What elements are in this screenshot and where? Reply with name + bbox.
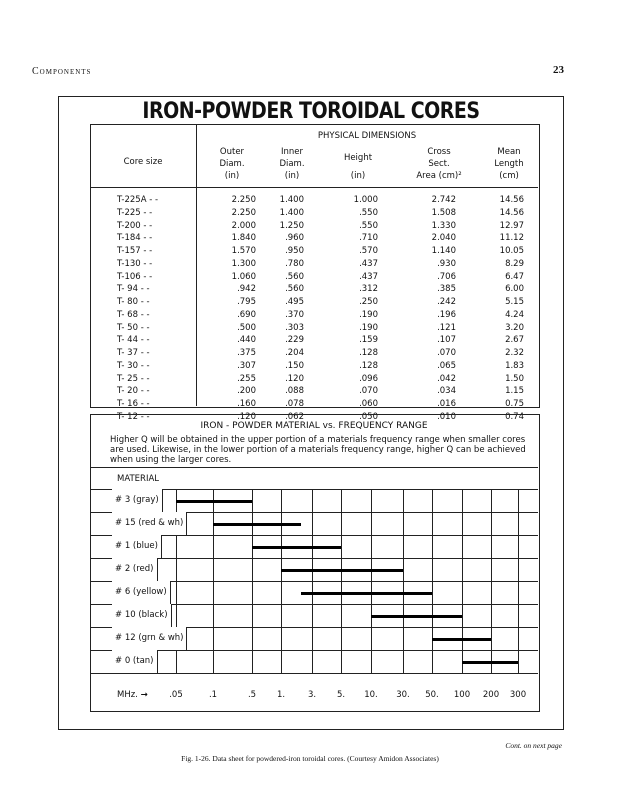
cell-area: .930 (437, 258, 456, 269)
cell-outer: .690 (237, 309, 256, 320)
frequency-range-bar (301, 592, 432, 595)
cross-header-l2: Sect. (428, 159, 450, 169)
cell-height: .437 (359, 271, 378, 282)
cell-length: 0.74 (505, 411, 524, 422)
material-row-label: # 3 (gray) (112, 489, 163, 512)
cell-area: 1.140 (431, 246, 456, 256)
cell-length: 2.67 (505, 335, 524, 346)
page-number: 23 (553, 64, 564, 76)
cell-core: T-106 - - (117, 271, 153, 282)
cell-outer: .942 (237, 284, 256, 295)
material-row-label: # 0 (tan) (112, 650, 158, 673)
cell-core: T-200 - - (117, 220, 153, 231)
grid-vline (341, 489, 342, 673)
mean-header-l1: Mean (497, 147, 521, 157)
cell-core: T- 44 - - (117, 335, 150, 346)
cell-inner: .780 (285, 258, 304, 269)
cell-outer: 1.300 (231, 258, 256, 269)
axis-tick-label: 5. (336, 690, 346, 700)
mean-header-l2: Length (494, 159, 524, 169)
cell-area: .706 (437, 271, 456, 282)
grid-vline (213, 489, 214, 673)
cell-outer: 2.250 (231, 195, 256, 205)
cell-area: 1.330 (431, 220, 456, 231)
axis-arrow-icon: → (140, 690, 148, 700)
cell-height: .128 (359, 348, 378, 358)
inner-header-l2: Diam. (279, 159, 305, 169)
frequency-range-bar (176, 500, 252, 503)
cell-length: 0.75 (505, 399, 524, 409)
cell-length: 5.15 (505, 297, 524, 307)
cell-length: 12.97 (499, 220, 524, 231)
cell-area: .070 (437, 348, 456, 358)
axis-tick-label: 1. (276, 690, 286, 700)
continuation-note: Cont. on next page (505, 741, 562, 750)
cell-height: .710 (359, 233, 378, 244)
cell-length: 1.15 (505, 386, 524, 397)
cell-inner: 1.250 (279, 220, 304, 231)
cell-inner: .560 (285, 271, 304, 282)
cell-core: T-184 - - (117, 233, 153, 244)
cell-inner: .495 (285, 297, 304, 307)
grid-vline (371, 489, 372, 673)
cell-length: 10.05 (499, 246, 524, 256)
outer-header-l3: (in) (224, 171, 240, 181)
cell-area: .034 (437, 386, 456, 397)
cell-core: T- 25 - - (117, 373, 150, 384)
cell-core: T- 80 - - (117, 297, 150, 307)
cell-height: .096 (359, 373, 378, 384)
cell-length: 1.83 (505, 360, 524, 371)
cell-height: .570 (359, 246, 378, 256)
cell-height: .060 (359, 399, 378, 409)
cell-length: 3.20 (505, 322, 524, 333)
cell-height: .550 (359, 207, 378, 218)
cell-outer: .255 (237, 373, 256, 384)
axis-unit: MHz. (117, 690, 138, 700)
cell-inner: .062 (285, 411, 304, 422)
cell-inner: .120 (285, 373, 304, 384)
outer-header-l1: Outer (219, 147, 245, 157)
cell-outer: 1.060 (231, 271, 256, 282)
axis-tick-label: 300 (509, 690, 527, 700)
cell-core: T-225 - - (117, 207, 153, 218)
grid-vline (281, 489, 282, 673)
cell-length: 11.12 (499, 233, 524, 244)
grid-vline (462, 489, 463, 673)
cell-core: T- 30 - - (117, 360, 150, 371)
grid-vline (518, 489, 519, 673)
cell-outer: .500 (237, 322, 256, 333)
cell-area: 2.040 (431, 233, 456, 244)
cell-outer: .375 (237, 348, 256, 358)
cell-inner: .303 (285, 322, 304, 333)
grid-vline (403, 489, 404, 673)
cell-height: .050 (359, 411, 378, 422)
cell-core: T- 50 - - (117, 322, 150, 333)
cell-inner: .370 (285, 309, 304, 320)
cell-length: 1.50 (505, 373, 524, 384)
cell-inner: .088 (285, 386, 304, 397)
cell-outer: 1.570 (231, 246, 256, 256)
material-label: MATERIAL (117, 474, 160, 484)
material-row-label: # 15 (red & wh) (112, 512, 187, 535)
cell-length: 8.29 (505, 258, 524, 269)
axis-tick-label: .05 (169, 690, 183, 700)
cell-area: .121 (437, 322, 456, 333)
cross-header-l3: Area (cm)² (416, 171, 462, 181)
cell-area: .042 (437, 373, 456, 384)
height-header-l1: Height (343, 153, 373, 163)
cell-area: .385 (437, 284, 456, 295)
axis-tick-label: 10. (364, 690, 378, 700)
cell-area: .065 (437, 360, 456, 371)
running-header: Components (32, 66, 92, 77)
mean-header-l3: (cm) (499, 171, 519, 181)
cell-outer: 2.000 (231, 220, 256, 231)
frequency-range-bar (462, 661, 518, 664)
cell-core: T- 12 - - (117, 411, 150, 422)
grid-vline (432, 489, 433, 673)
cell-height: .550 (359, 220, 378, 231)
cross-header-l1: Cross (427, 147, 451, 157)
frequency-range-bar (371, 615, 462, 618)
cell-length: 4.24 (505, 309, 524, 320)
cell-outer: .160 (237, 399, 256, 409)
material-row-label: # 2 (red) (112, 558, 158, 581)
cell-outer: .795 (237, 297, 256, 307)
cell-core: T- 37 - - (117, 348, 150, 358)
cell-inner: .150 (285, 360, 304, 371)
axis-tick-label: 30. (396, 690, 410, 700)
cell-outer: .120 (237, 411, 256, 422)
cell-height: .190 (359, 322, 378, 333)
cell-core: T- 68 - - (117, 309, 150, 320)
frequency-range-bar (432, 638, 491, 641)
cell-outer: .200 (237, 386, 256, 397)
cell-area: .242 (437, 297, 456, 307)
inner-header-l1: Inner (280, 147, 303, 157)
cell-inner: .229 (285, 335, 304, 346)
cell-height: .070 (359, 386, 378, 397)
cell-length: 14.56 (499, 207, 524, 218)
cell-height: .312 (359, 284, 378, 295)
cell-height: 1.000 (353, 195, 378, 205)
cell-length: 2.32 (505, 348, 524, 358)
frequency-title: IRON - POWDER MATERIAL vs. FREQUENCY RANGE (200, 421, 428, 431)
cell-outer: .307 (237, 360, 256, 371)
grid-vline (491, 489, 492, 673)
cell-inner: .204 (285, 348, 304, 358)
axis-label (117, 690, 148, 700)
cell-core: T- 20 - - (117, 386, 150, 397)
material-row-label: # 1 (blue) (112, 535, 162, 558)
figure-caption: Fig. 1-26. Data sheet for powdered-iron toroidal cores. (Courtesy Amidon Associates) (181, 754, 439, 763)
frequency-range-bar (252, 546, 341, 549)
axis-tick-label: 200 (482, 690, 500, 700)
cell-height: .159 (359, 335, 378, 346)
frequency-range-bar (281, 569, 403, 572)
cell-height: .437 (359, 258, 378, 269)
cell-length: 6.00 (505, 284, 524, 295)
cell-inner: .078 (285, 399, 304, 409)
cell-inner: 1.400 (279, 207, 304, 218)
cell-inner: .960 (285, 233, 304, 244)
cell-outer: 1.840 (231, 233, 256, 244)
cell-core: T- 16 - - (117, 399, 150, 409)
cell-height: .250 (359, 297, 378, 307)
sheet-title: IRON-POWDER TOROIDAL CORES (142, 98, 480, 124)
cell-outer: 2.250 (231, 207, 256, 218)
cell-inner: .560 (285, 284, 304, 295)
material-row-label: # 12 (grn & wh) (112, 627, 187, 650)
cell-core: T-130 - - (117, 258, 153, 269)
cell-height: .190 (359, 309, 378, 320)
cell-area: .010 (437, 411, 456, 422)
frequency-description: Higher Q will be obtained in the upper portion of a materials frequency range when smaller cores are used. Likewise, in the lower portion of a materials frequency range, higher Q can be achieved when using the larger cores. (110, 435, 526, 465)
cell-height: .128 (359, 360, 378, 371)
cell-core: T-157 - - (117, 246, 153, 256)
cell-length: 6.47 (505, 271, 524, 282)
physical-dimensions-header: PHYSICAL DIMENSIONS (317, 131, 417, 141)
core-size-header: Core size (123, 157, 163, 167)
axis-tick-label: 100 (453, 690, 471, 700)
grid-vline (312, 489, 313, 673)
axis-tick-label: .5 (247, 690, 257, 700)
cell-area: 1.508 (431, 207, 456, 218)
cell-length: 14.56 (499, 195, 524, 205)
cell-area: .196 (437, 309, 456, 320)
axis-tick-label: .1 (208, 690, 218, 700)
height-header-l2: (in) (350, 171, 366, 181)
cell-area: .107 (437, 335, 456, 346)
frequency-chart (90, 0, 538, 800)
material-row-label: # 10 (black) (112, 604, 172, 627)
axis-tick-label: 50. (425, 690, 439, 700)
axis-tick-label: 3. (307, 690, 317, 700)
outer-header-l2: Diam. (219, 159, 245, 169)
grid-vline (252, 489, 253, 673)
cell-core: T- 94 - - (117, 284, 150, 295)
cell-core: T-225A - - (117, 195, 159, 205)
grid-hline (90, 673, 538, 674)
material-row-label: # 6 (yellow) (112, 581, 171, 604)
cell-area: 2.742 (431, 195, 456, 205)
cell-inner: 1.400 (279, 195, 304, 205)
cell-inner: .950 (285, 246, 304, 256)
frequency-range-bar (213, 523, 301, 526)
cell-area: .016 (437, 399, 456, 409)
inner-header-l3: (in) (284, 171, 300, 181)
cell-outer: .440 (237, 335, 256, 346)
